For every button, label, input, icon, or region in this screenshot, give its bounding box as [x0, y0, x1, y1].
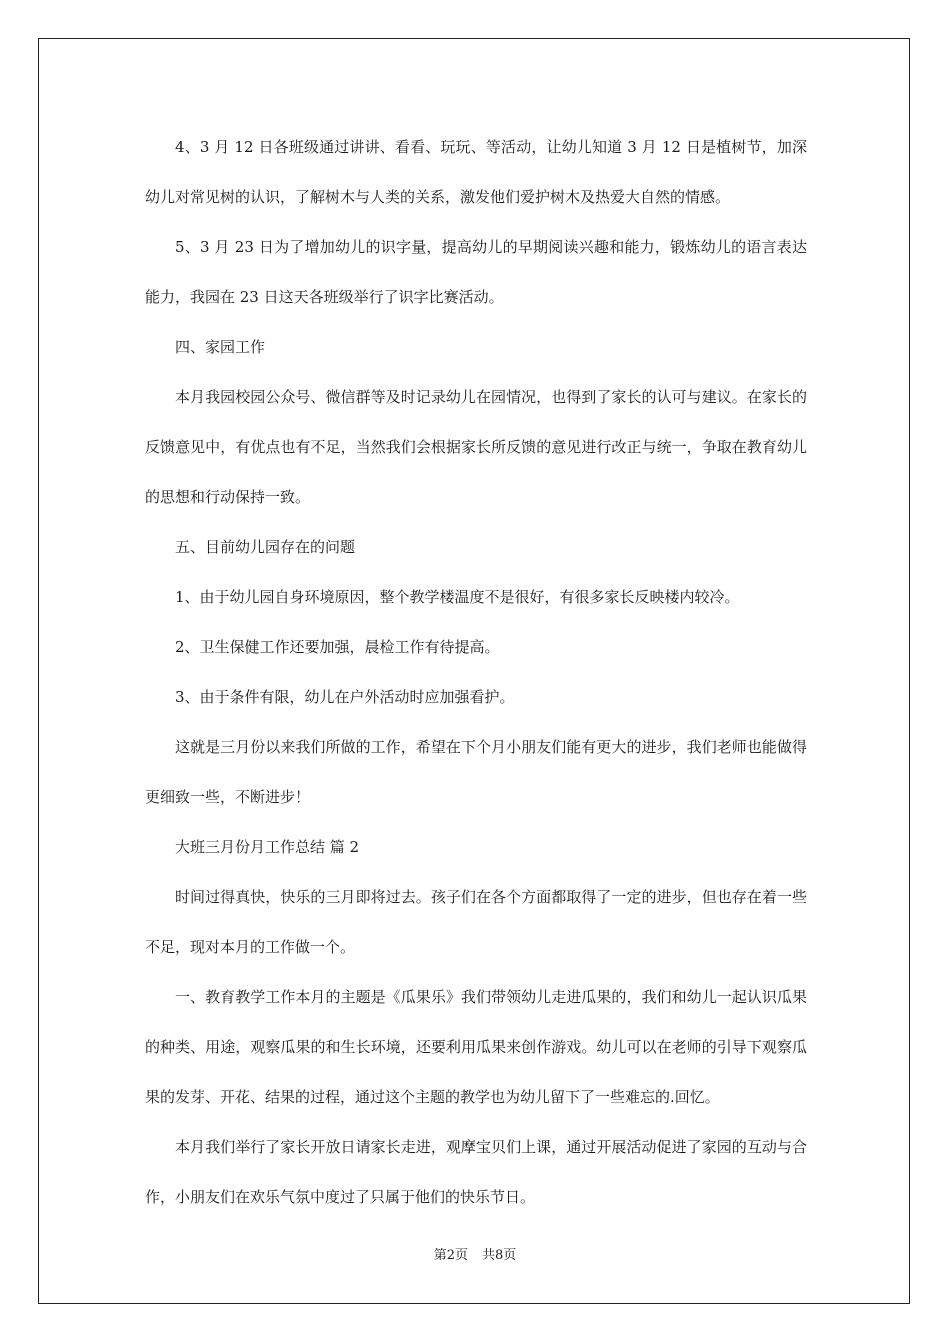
list-item: 1、由于幼儿园自身环境原因，整个教学楼温度不是很好，有很多家长反映楼内较冷。 [175, 588, 740, 606]
paragraph: 5、3 月 23 日为了增加幼儿的识字量，提高幼儿的早期阅读兴趣和能力，锻炼幼儿的语言表达能力，我园在 23 日这天各班级举行了识字比赛活动。 [145, 238, 807, 306]
section-heading: 五、目前幼儿园存在的问题 [175, 538, 356, 556]
section-heading: 四、家园工作 [175, 338, 266, 356]
paragraph: 时间过得真快，快乐的三月即将过去。孩子们在各个方面都取得了一定的进步，但也存在着一些不足，现对本月的工作做一个。 [145, 888, 807, 956]
document-body [145, 122, 807, 1222]
list-item: 2、卫生保健工作还要加强，晨检工作有待提高。 [175, 638, 500, 656]
article-title: 大班三月份月工作总结 篇 2 [175, 838, 360, 856]
paragraph: 4、3 月 12 日各班级通过讲讲、看看、玩玩、等活动，让幼儿知道 3 月 12 日是植树节，加深幼儿对常见树的认识，了解树木与人类的关系，激发他们爱护树木及热爱大自然的情感。 [145, 138, 807, 206]
page-number-current: 第2页 [433, 1248, 468, 1263]
paragraph: 这就是三月份以来我们所做的工作，希望在下个月小朋友们能有更大的进步，我们老师也能做得更细致一些，不断进步！ [145, 738, 807, 806]
page-footer [0, 1246, 950, 1266]
paragraph: 本月我园校园公众号、微信群等及时记录幼儿在园情况，也得到了家长的认可与建议。在家长的反馈意见中，有优点也有不足，当然我们会根据家长所反馈的意见进行改正与统一，争取在教育幼儿的思想和行动保持一致。 [145, 388, 807, 506]
paragraph: 本月我们举行了家长开放日请家长走进，观摩宝贝们上课，通过开展活动促进了家园的互动与合作，小朋友们在欢乐气氛中度过了只属于他们的快乐节日。 [145, 1138, 807, 1206]
list-item: 3、由于条件有限，幼儿在户外活动时应加强看护。 [175, 688, 515, 706]
paragraph: 一、教育教学工作本月的主题是《瓜果乐》我们带领幼儿走进瓜果的，我们和幼儿一起认识瓜果的种类、用途，观察瓜果的和生长环境，还要利用瓜果来创作游戏。幼儿可以在老师的引导下观察瓜果的发芽、开花、结果的过程，通过这个主题的教学也为幼儿留下了一些难忘的.回忆。 [145, 988, 807, 1106]
page-number-total: 共8页 [482, 1248, 517, 1263]
